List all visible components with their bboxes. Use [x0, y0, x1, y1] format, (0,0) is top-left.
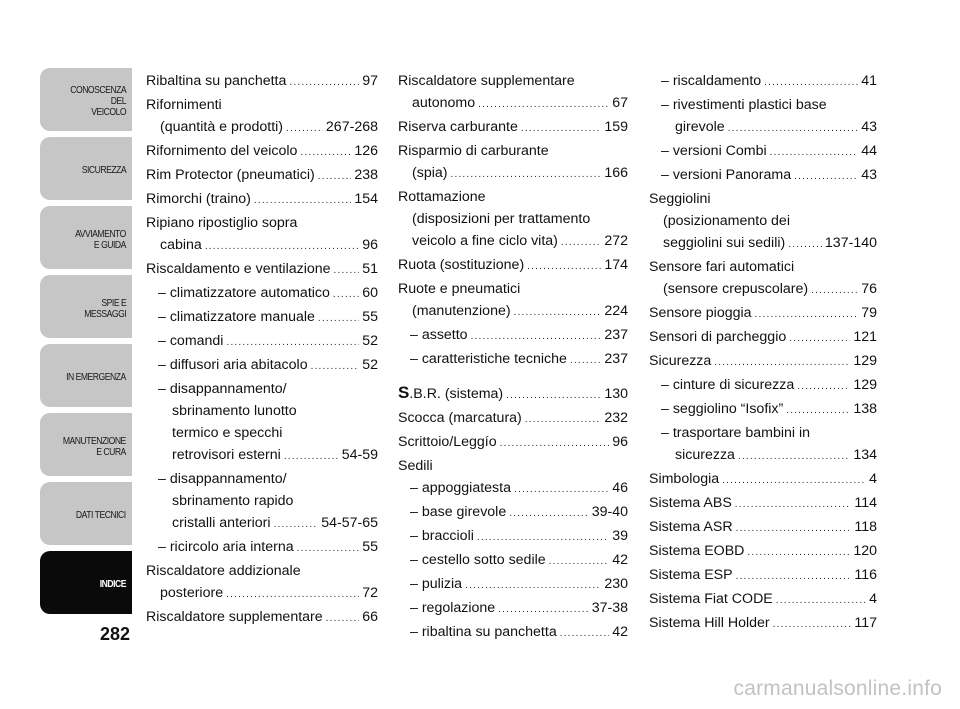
- entry-label-rest: .B.R. (sistema): [409, 386, 504, 402]
- leader-dots: [755, 304, 859, 326]
- index-entry: [398, 597, 628, 621]
- index-entry: [649, 278, 877, 302]
- index-entry: [649, 398, 877, 422]
- entry-page: 55: [362, 539, 378, 555]
- entry-label: – climatizzatore manuale: [158, 309, 315, 325]
- leader-dots: [714, 352, 850, 374]
- leader-dots: [514, 302, 602, 324]
- entry-label: Ruote e pneumatici: [398, 281, 521, 297]
- index-entry: [146, 116, 378, 140]
- leader-dots: [274, 514, 319, 536]
- entry-page: 55: [362, 309, 378, 325]
- leader-dots: [318, 166, 352, 188]
- entry-label: Simbologia: [649, 471, 720, 487]
- leader-dots: [286, 118, 323, 140]
- entry-page: 67: [612, 95, 628, 111]
- index-entry: [649, 516, 877, 540]
- entry-label: Sensori di parcheggio: [649, 329, 787, 345]
- leader-dots: [747, 542, 850, 564]
- leader-dots: [300, 142, 351, 164]
- entry-label: Ribaltina su panchetta: [146, 73, 287, 89]
- entry-page: 238: [354, 167, 378, 183]
- index-entry: [398, 477, 628, 501]
- index-entry: [649, 374, 877, 398]
- tab-label: INDICE: [99, 578, 126, 590]
- leader-dots: [500, 433, 610, 455]
- entry-page: 79: [861, 305, 877, 321]
- entry-page: 54-59: [341, 447, 378, 463]
- entry-page: 97: [362, 73, 378, 89]
- entry-label: – diffusori aria abitacolo: [158, 357, 308, 373]
- entry-page: 126: [354, 143, 378, 159]
- entry-page: 4: [869, 591, 877, 607]
- index-entry: [398, 162, 628, 186]
- entry-page: 138: [853, 401, 877, 417]
- entry-label: – climatizzatore automatico: [158, 285, 330, 301]
- leader-dots: [811, 280, 858, 302]
- entry-label: cristalli anteriori: [172, 515, 271, 531]
- index-entry: [398, 324, 628, 348]
- tab-manutenzione-cura[interactable]: [40, 413, 132, 476]
- index-entry: [146, 164, 378, 188]
- entry-label: Sedili: [398, 458, 433, 474]
- index-entry: [146, 234, 378, 258]
- entry-label: – ricircolo aria interna: [158, 539, 294, 555]
- entry-page: 159: [604, 119, 628, 135]
- entry-label: – ribaltina su panchetta: [410, 624, 557, 640]
- entry-page: 114: [854, 495, 877, 511]
- entry-page: 116: [854, 567, 877, 583]
- index-entry: [649, 232, 877, 256]
- entry-label: Rottamazione: [398, 189, 486, 205]
- entry-page: 130: [604, 386, 628, 402]
- tab-label: MANUTENZIONE E CURA: [63, 434, 126, 458]
- index-entry: [398, 525, 628, 549]
- index-entry: [146, 188, 378, 212]
- index-entry: [146, 306, 378, 330]
- entry-label: cabina: [160, 237, 202, 253]
- index-entry: [398, 92, 628, 116]
- leader-dots: [770, 142, 859, 164]
- index-entry: [146, 70, 378, 94]
- index-entry: [398, 549, 628, 573]
- tab-conoscenza-veicolo[interactable]: [40, 68, 132, 131]
- leader-dots: [736, 518, 852, 540]
- tab-in-emergenza[interactable]: [40, 344, 132, 407]
- tab-label: AVVIAMENTO E GUIDA: [75, 227, 126, 251]
- entry-label: Riscaldatore addizionale: [146, 563, 301, 579]
- entry-page: 230: [604, 576, 628, 592]
- entry-page: 129: [853, 353, 877, 369]
- entry-label: seggiolini sui sedili): [663, 235, 786, 251]
- leader-dots: [498, 599, 589, 621]
- index-column-1: [146, 70, 378, 630]
- tab-label: SPIE E MESSAGGI: [84, 296, 126, 320]
- index-entry: [146, 582, 378, 606]
- entry-page: 134: [853, 447, 877, 463]
- entry-page: 42: [612, 624, 628, 640]
- leader-dots: [549, 551, 610, 573]
- entry-page: 4: [869, 471, 877, 487]
- leader-dots: [525, 409, 602, 431]
- entry-label: retrovisori esterni: [172, 447, 281, 463]
- entry-page: 166: [604, 165, 628, 181]
- index-entry: [398, 230, 628, 254]
- entry-page: 39-40: [591, 504, 628, 520]
- entry-page: 174: [604, 257, 628, 273]
- leader-dots: [509, 503, 588, 525]
- index-entry: [146, 536, 378, 560]
- entry-label: – caratteristiche tecniche: [410, 351, 567, 367]
- entry-label: – cinture di sicurezza: [661, 377, 795, 393]
- tab-avviamento-guida[interactable]: [40, 206, 132, 269]
- entry-label: – regolazione: [410, 600, 496, 616]
- leader-dots: [297, 538, 360, 560]
- entry-label: Sensore fari automatici: [649, 259, 795, 275]
- leader-dots: [334, 260, 360, 282]
- entry-label: Riscaldatore supplementare: [398, 73, 575, 89]
- leader-dots: [736, 566, 852, 588]
- entry-page: 52: [362, 333, 378, 349]
- leader-dots: [254, 190, 351, 212]
- index-entry: [649, 350, 877, 374]
- leader-dots: [289, 72, 359, 94]
- entry-label: (sensore crepuscolare): [663, 281, 809, 297]
- index-entry: [398, 348, 628, 372]
- entry-page: 237: [604, 327, 628, 343]
- tab-label: CONOSCENZA DEL VEICOLO: [70, 84, 126, 118]
- entry-label: – versioni Combi: [661, 143, 767, 159]
- entry-label: – disappannamento/: [158, 471, 287, 487]
- entry-page: 66: [362, 609, 378, 625]
- entry-label: Sistema ASR: [649, 519, 733, 535]
- leader-dots: [786, 400, 850, 422]
- entry-label: – base girevole: [410, 504, 507, 520]
- entry-page: 76: [861, 281, 877, 297]
- entry-label: Sensore pioggia: [649, 305, 752, 321]
- entry-page: 42: [612, 552, 628, 568]
- index-entry: [146, 140, 378, 164]
- entry-page: 121: [853, 329, 877, 345]
- leader-dots: [794, 166, 858, 188]
- entry-label: posteriore: [160, 585, 224, 601]
- index-entry: [649, 444, 877, 468]
- index-entry: [649, 540, 877, 564]
- leader-dots: [561, 232, 601, 254]
- entry-page: 37-38: [591, 600, 628, 616]
- entry-label: – seggiolino “Isofix”: [661, 401, 784, 417]
- entry-label: girevole: [675, 119, 725, 135]
- index-column-3: [649, 70, 877, 636]
- entry-page: 118: [854, 519, 877, 535]
- index-entry: [398, 407, 628, 431]
- index-entry: [398, 431, 628, 455]
- entry-label: – appoggiatesta: [410, 480, 511, 496]
- entry-page: 43: [861, 167, 877, 183]
- index-entry: [146, 258, 378, 282]
- entry-page: 41: [861, 73, 877, 89]
- entry-label: Sistema ABS: [649, 495, 732, 511]
- entry-label: – versioni Panorama: [661, 167, 792, 183]
- entry-label: Scrittoio/Leggío: [398, 434, 497, 450]
- entry-label: sbrinamento rapido: [172, 493, 294, 509]
- entry-label: (posizionamento dei: [663, 213, 790, 229]
- entry-label: Rifornimenti: [146, 97, 222, 113]
- index-entry: [649, 612, 877, 636]
- entry-page: 43: [861, 119, 877, 135]
- entry-page: 96: [612, 434, 628, 450]
- leader-dots: [773, 614, 852, 636]
- tab-dati-tecnici[interactable]: [40, 482, 132, 545]
- index-entry: [398, 573, 628, 597]
- entry-page: 224: [604, 303, 628, 319]
- entry-label: Sistema Fiat CODE: [649, 591, 773, 607]
- index-entry: [649, 564, 877, 588]
- entry-label: Sistema ESP: [649, 567, 733, 583]
- index-entry: [146, 330, 378, 354]
- index-entry: [649, 492, 877, 516]
- page-number: 282: [100, 624, 131, 644]
- entry-label: termico e specchi: [172, 425, 283, 441]
- entry-page: 237: [604, 351, 628, 367]
- entry-label: sicurezza: [675, 447, 735, 463]
- entry-label: Rimorchi (traino): [146, 191, 251, 207]
- leader-dots: [318, 308, 359, 330]
- index-entry: [398, 501, 628, 525]
- leader-dots: [205, 236, 359, 258]
- index-entry: [146, 282, 378, 306]
- entry-label: Riscaldamento e ventilazione: [146, 261, 331, 277]
- leader-dots: [764, 72, 858, 94]
- leader-dots: [471, 326, 602, 348]
- entry-label: Scocca (marcatura): [398, 410, 522, 426]
- entry-page: 44: [861, 143, 877, 159]
- leader-dots: [797, 376, 850, 398]
- entry-label: [398, 382, 503, 405]
- leader-dots: [738, 446, 850, 468]
- entry-label: (manutenzione): [412, 303, 511, 319]
- leader-dots: [789, 328, 850, 350]
- entry-page: 72: [362, 585, 378, 601]
- index-entry: [398, 300, 628, 324]
- entry-page: 154: [354, 191, 378, 207]
- entry-page: 52: [362, 357, 378, 373]
- index-entry: [398, 621, 628, 645]
- leader-dots: [527, 256, 601, 278]
- leader-dots: [226, 584, 359, 606]
- tab-label: SICUREZZA: [81, 164, 126, 176]
- tab-label: DATI TECNICI: [76, 509, 126, 521]
- leader-dots: [465, 575, 601, 597]
- tab-spie-messaggi[interactable]: [40, 275, 132, 338]
- leader-dots: [560, 623, 610, 645]
- leader-dots: [514, 479, 609, 501]
- entry-label: Riscaldatore supplementare: [146, 609, 323, 625]
- entry-page: 137-140: [824, 235, 877, 251]
- entry-page: 39: [612, 528, 628, 544]
- entry-page: 117: [854, 615, 877, 631]
- leader-dots: [311, 356, 360, 378]
- entry-label: veicolo a fine ciclo vita): [412, 233, 558, 249]
- entry-label: sbrinamento lunotto: [172, 403, 297, 419]
- entry-label: (spia): [412, 165, 448, 181]
- section-tabs: [40, 68, 132, 620]
- entry-page: 54-57-65: [321, 515, 378, 531]
- entry-label: Rifornimento del veicolo: [146, 143, 298, 159]
- index-entry: [649, 164, 877, 188]
- leader-dots: [728, 118, 859, 140]
- index-entry: [398, 116, 628, 140]
- index-entry: [398, 254, 628, 278]
- leader-dots: [776, 590, 866, 612]
- entry-page: 46: [612, 480, 628, 496]
- entry-page: 232: [604, 410, 628, 426]
- leader-dots: [788, 234, 822, 256]
- entry-label: Ripiano ripostiglio sopra: [146, 215, 298, 231]
- leader-dots: [284, 446, 339, 468]
- index-entry: [146, 606, 378, 630]
- entry-label: Sicurezza: [649, 353, 712, 369]
- entry-label: – braccioli: [410, 528, 474, 544]
- entry-label: – cestello sotto sedile: [410, 552, 546, 568]
- leader-dots: [326, 608, 360, 630]
- index-entry: [146, 512, 378, 536]
- entry-label: Sistema Hill Holder: [649, 615, 770, 631]
- entry-label: – comandi: [158, 333, 224, 349]
- leader-dots: [450, 164, 601, 186]
- index-entry: [398, 382, 628, 407]
- entry-page: 60: [362, 285, 378, 301]
- watermark: carmanualsonline.info: [733, 677, 942, 700]
- entry-label: autonomo: [412, 95, 476, 111]
- leader-dots: [477, 527, 609, 549]
- entry-page: 129: [853, 377, 877, 393]
- entry-label: Sistema EOBD: [649, 543, 745, 559]
- entry-label: – rivestimenti plastici base: [661, 97, 827, 113]
- tab-label: IN EMERGENZA: [66, 371, 126, 383]
- entry-label: Ruota (sostituzione): [398, 257, 525, 273]
- index-entry: [649, 116, 877, 140]
- entry-page: 267-268: [325, 119, 378, 135]
- index-entry: [649, 326, 877, 350]
- leader-dots: [735, 494, 852, 516]
- index-entry: [649, 302, 877, 326]
- index-entry: [146, 444, 378, 468]
- index-entry: [146, 354, 378, 378]
- leader-dots: [226, 332, 359, 354]
- entry-page: 120: [853, 543, 877, 559]
- entry-label: (quantità e prodotti): [160, 119, 284, 135]
- entry-label: – trasportare bambini in: [661, 425, 811, 441]
- index-entry: [649, 140, 877, 164]
- section-letter: S: [398, 383, 410, 402]
- index-entry: [649, 588, 877, 612]
- entry-label: – assetto: [410, 327, 468, 343]
- leader-dots: [506, 385, 601, 407]
- entry-page: 51: [362, 261, 378, 277]
- leader-dots: [570, 350, 601, 372]
- entry-label: (disposizioni per trattamento: [412, 211, 591, 227]
- entry-page: 272: [604, 233, 628, 249]
- leader-dots: [521, 118, 601, 140]
- entry-label: – riscaldamento: [661, 73, 762, 89]
- tab-sicurezza[interactable]: [40, 137, 132, 200]
- entry-page: 96: [362, 237, 378, 253]
- leader-dots: [478, 94, 609, 116]
- entry-label: Riserva carburante: [398, 119, 518, 135]
- leader-dots: [333, 284, 359, 306]
- entry-label: Rim Protector (pneumatici): [146, 167, 315, 183]
- entry-label: – pulizia: [410, 576, 463, 592]
- entry-label: Seggiolini: [649, 191, 711, 207]
- index-entry: [649, 468, 877, 492]
- tab-indice[interactable]: [40, 551, 132, 614]
- entry-label: Risparmio di carburante: [398, 143, 549, 159]
- index-entry: [649, 70, 877, 94]
- leader-dots: [722, 470, 866, 492]
- entry-label: – disappannamento/: [158, 381, 287, 397]
- index-column-2: [398, 70, 628, 645]
